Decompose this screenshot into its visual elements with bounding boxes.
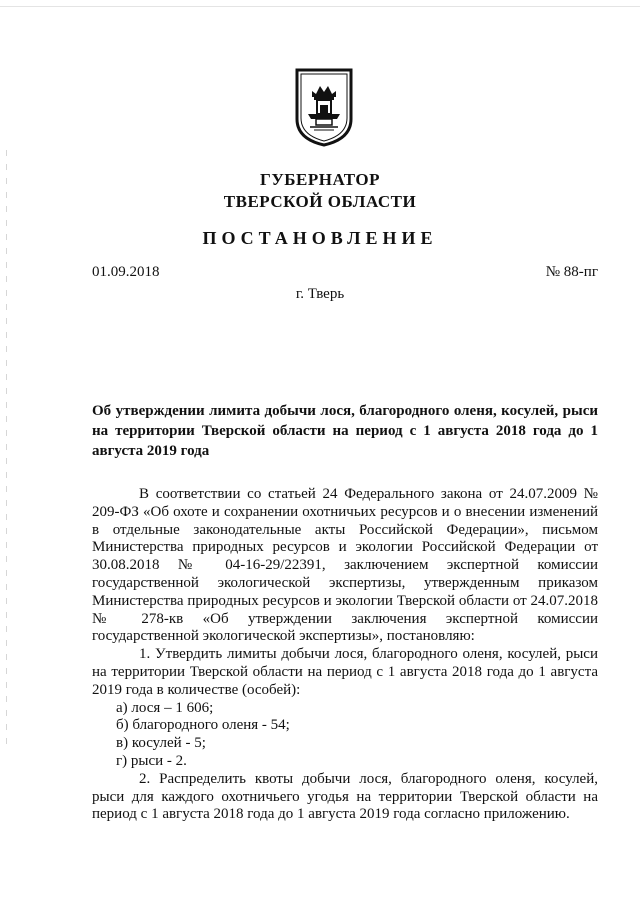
list-item-d: г) рыси - 2. [116, 752, 187, 769]
region-title: ТВЕРСКОЙ ОБЛАСТИ [223, 192, 417, 211]
item-1-paragraph: 1. Утвердить лимиты добычи лося, благородного оленя, косулей, рыси на территории Тверской области на период с 1 августа 2018 года до 1 августа 2019 года в количестве (особей): [92, 646, 598, 698]
preamble-paragraph: В соответствии со статьей 24 Федерального закона от 24.07.2009 № 209-ФЗ «Об охоте и сохранении охотничьих ресурсов и о внесении изменений в отдельные законодательные акты Российской Федерации», письмом Министерства природных ресурсов и экологии Российской Федерации от 30.08.2018 № 04-16-29/22391, заключением экспертной комиссии государственной экологической экспертизы, утвержденным приказом Министерства природных ресурсов и экологии Тверской области от 24.07.2018 № 278-кв «Об утверждении заключения экспертной комиссии государственной экологической экспертизы», постановляю: [92, 486, 598, 645]
authority-title: ГУБЕРНАТОР [260, 170, 380, 189]
list-item-c: в) косулей - 5; [116, 735, 206, 752]
list-item-b: б) благородного оленя - 54; [116, 717, 290, 734]
document-number: № 88-пг [545, 264, 598, 280]
document-body [92, 486, 598, 824]
list-item-a: а) лося – 1 606; [116, 699, 214, 716]
document-city: г. Тверь [295, 286, 345, 302]
tver-coat-of-arms-icon [294, 67, 354, 147]
document-date: 01.09.2018 [92, 264, 160, 280]
scan-top-edge [0, 6, 640, 7]
document-type: ПОСТАНОВЛЕНИЕ [202, 228, 438, 248]
document-subject: Об утверждении лимита добычи лося, благородного оленя, косулей, рыси на территории Тверской области на период с 1 августа 2018 года до 1 августа 2019 года [92, 403, 598, 459]
item-2-paragraph: 2. Распределить квоты добычи лося, благородного оленя, косулей, рыси для каждого охотничьего угодья на территории Тверской области на период с 1 августа 2018 года до 1 августа 2019 года согласно приложению. [92, 770, 598, 823]
